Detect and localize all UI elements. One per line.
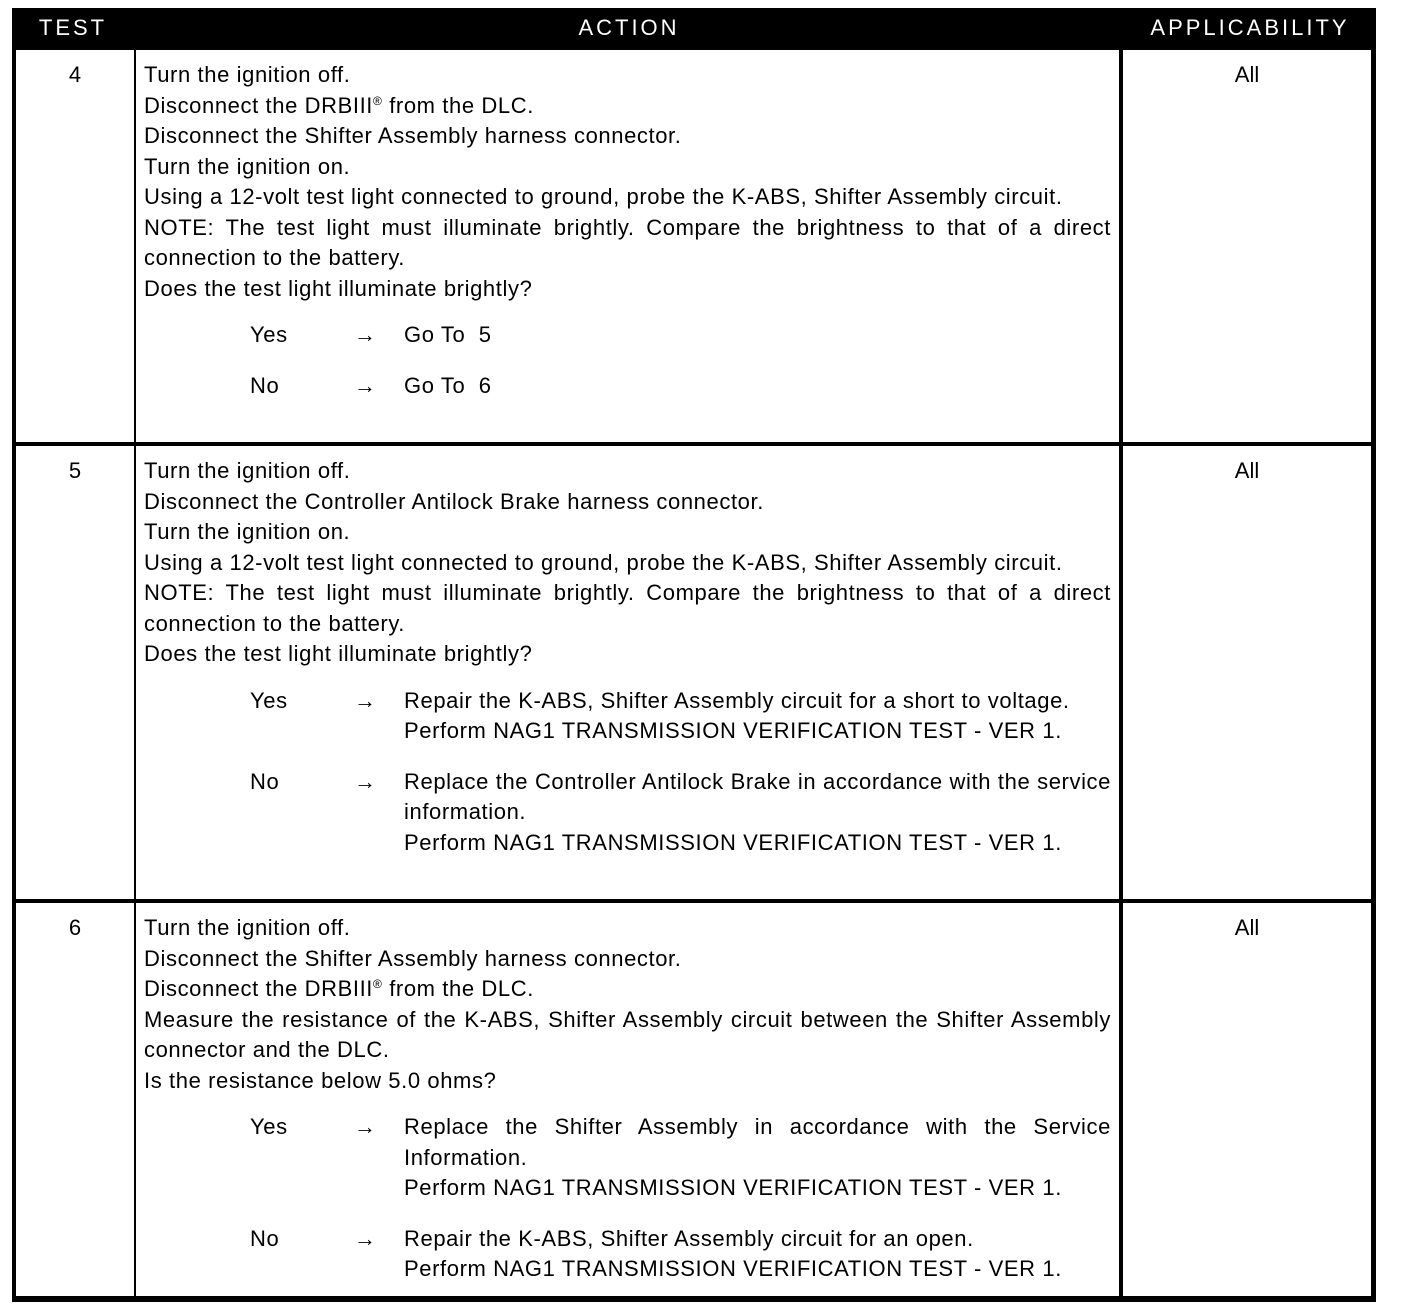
header-applicability: APPLICABILITY [1150,15,1350,40]
action-question: Does the test light illuminate brightly? [144,275,533,301]
action-step: Using a 12-volt test light connected to ground, probe the K-ABS, Shifter Assembly circuit. [144,184,1063,209]
diagnostic-test-table [12,8,1376,1302]
answer-result: Go To 6 [404,372,492,398]
action-step: Turn the ignition off. [144,458,351,483]
answer-result: Perform NAG1 TRANSMISSION VERIFICATION TEST - VER 1. [404,1175,1062,1200]
test-number: 5 [16,446,134,899]
header-action: ACTION [578,15,680,40]
answer-yes [144,686,1111,747]
action-step: Turn the ignition on. [144,519,351,544]
answer-result: Perform NAG1 TRANSMISSION VERIFICATION TEST - VER 1. [404,829,1062,855]
header-test: TEST [38,15,108,40]
applicability-cell: All [1123,903,1371,1296]
right-arrow-icon: → [354,1225,377,1251]
answer-no [144,767,1111,859]
answer-result: Replace the Shifter Assembly in accordance with the Service Information. [404,1114,1111,1170]
answer-result: Repair the K-ABS, Shifter Assembly circuit for a short to voltage. [404,687,1070,713]
answer-result: Go To 5 [404,322,492,347]
action-cell [136,903,1119,1296]
right-arrow-icon: → [354,322,377,347]
action-step: Disconnect the Shifter Assembly harness connector. [144,123,682,148]
answer-result: Perform NAG1 TRANSMISSION VERIFICATION TEST - VER 1. [404,718,1062,743]
action-note: NOTE: The test light must illuminate brightly. Compare the brightness to that of a direct connection to the battery. [144,214,1111,270]
action-step-with-mark: Disconnect the DRBIII® from the DLC. [144,92,534,118]
action-cell [136,446,1119,899]
answer-yes [144,320,1111,351]
right-arrow-icon: → [354,1114,377,1139]
answer-result: Replace the Controller Antilock Brake in accordance with the service information. [404,768,1111,824]
action-step: Turn the ignition on. [144,153,351,179]
action-step: Using a 12-volt test light connected to ground, probe the K-ABS, Shifter Assembly circuit. [144,549,1063,575]
applicability-cell: All [1123,446,1371,899]
applicability-cell: All [1123,50,1371,442]
answer-no [144,371,1111,402]
action-step: Disconnect the Shifter Assembly harness connector. [144,945,682,971]
action-question: Does the test light illuminate brightly? [144,641,533,666]
action-step: Turn the ignition off. [144,915,351,940]
action-step: Measure the resistance of the K-ABS, Shifter Assembly circuit between the Shifter Assembly connector and the DLC. [144,1006,1111,1062]
action-note: NOTE: The test light must illuminate brightly. Compare the brightness to that of a direct connection to the battery. [144,580,1111,636]
action-question: Is the resistance below 5.0 ohms? [144,1067,497,1093]
answer-label: Yes [250,687,288,713]
right-arrow-icon: → [354,768,377,794]
action-step: Disconnect the Controller Antilock Brake harness connector. [144,488,764,514]
answer-yes [144,1112,1111,1204]
answer-result: Repair the K-ABS, Shifter Assembly circuit for an open. [404,1225,974,1251]
answer-label: No [250,372,280,398]
answer-result: Perform NAG1 TRANSMISSION VERIFICATION TEST - VER 1. [404,1256,1062,1281]
action-cell [136,50,1119,442]
answer-label: No [250,1225,280,1251]
answer-label: No [250,768,280,794]
answer-label: Yes [250,1114,288,1139]
right-arrow-icon: → [354,687,377,713]
answer-no [144,1224,1111,1285]
action-step-with-mark: Disconnect the DRBIII® from the DLC. [144,976,534,1001]
answer-label: Yes [250,322,288,347]
test-number: 6 [16,903,134,1296]
right-arrow-icon: → [354,372,377,398]
action-step: Turn the ignition off. [144,62,351,87]
test-number: 4 [16,50,134,442]
